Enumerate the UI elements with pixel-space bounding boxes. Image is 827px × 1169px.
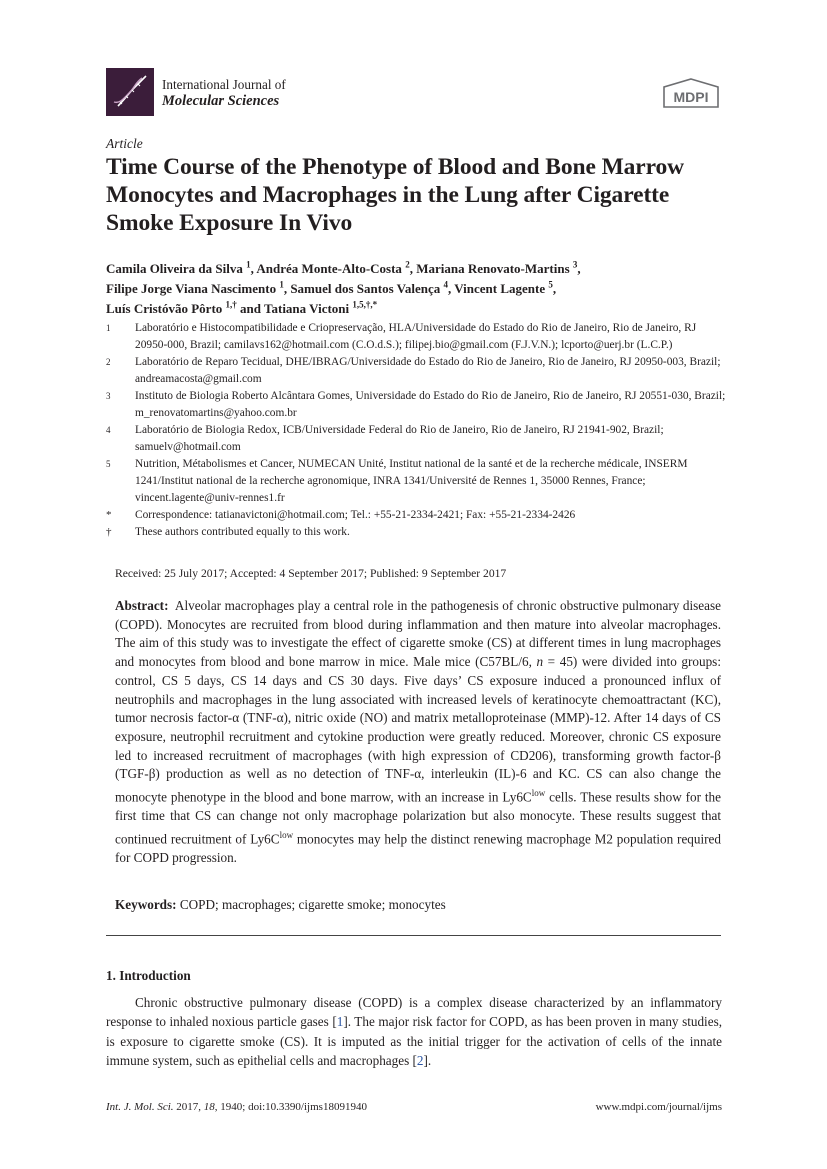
affiliation-item bbox=[106, 388, 726, 422]
abstract-sup-low-1: low bbox=[531, 788, 546, 799]
affiliation-item bbox=[106, 354, 726, 388]
author-name: Samuel dos Santos Valença bbox=[290, 281, 441, 296]
author-affiliation-mark: 1,5,†,* bbox=[352, 299, 378, 310]
journal-logo bbox=[106, 68, 154, 116]
abstract-sup-low-2: low bbox=[279, 829, 294, 840]
affiliation-number: † bbox=[106, 526, 112, 538]
abstract-text-1: Alveolar macrophages play a central role in the pathogenesis of chronic obstructive pulmonary disease (COPD). Monocytes are recruited from blood during inflammation and then mature into alveolar macrophages. The aim of this study was to investigate the effect of cigarette smoke (CS) at different times in lung macrophages and monocytes from blood and bone marrow in mice. Male mice (C57BL/6, bbox=[115, 598, 721, 670]
abstract-n-symbol: n bbox=[536, 654, 544, 670]
author-name: Tatiana Victoni bbox=[264, 301, 350, 316]
author-separator: , bbox=[577, 261, 581, 276]
affiliation-text: These authors contributed equally to this work. bbox=[135, 526, 350, 538]
affiliation-text: Laboratório de Reparo Tecidual, DHE/IBRAG/Universidade do Estado do Rio de Janeiro, Rio de Janeiro, RJ 20950-003, Brazil; andreamacosta@gmail.com bbox=[135, 356, 721, 385]
affiliation-number: 1 bbox=[106, 323, 111, 333]
affiliation-number: 5 bbox=[106, 459, 111, 469]
author-separator: , bbox=[552, 281, 557, 296]
author-affiliation-mark: 4 bbox=[443, 279, 448, 290]
intro-text-2: ]. The major risk factor for COPD, as has been proven in many studies, is exposure to cigarette smoke (CS). It is imputed as the initial trigger for the activation of cells of the innate immune system, such as epithelial cells and macrophages [ bbox=[106, 1014, 722, 1068]
keywords bbox=[115, 897, 721, 913]
author-separator: , bbox=[283, 281, 291, 296]
affiliation-item bbox=[106, 320, 726, 354]
affiliation-text: Instituto de Biologia Roberto Alcântara Gomes, Universidade do Estado do Rio de Janeiro, Rio de Janeiro, RJ 20551-030, Brazil; m_renovatomartins@yahoo.com.br bbox=[135, 390, 726, 419]
author-name: Andréa Monte-Alto-Costa bbox=[256, 261, 402, 276]
affiliation-item bbox=[106, 507, 726, 524]
footer-journal-url[interactable]: www.mdpi.com/journal/ijms bbox=[595, 1101, 722, 1113]
affiliation-number: 2 bbox=[106, 357, 111, 367]
footer-year: 2017, bbox=[173, 1101, 204, 1113]
dna-helix-icon bbox=[106, 68, 154, 116]
publication-dates: Received: 25 July 2017; Accepted: 4 September 2017; Published: 9 September 2017 bbox=[115, 567, 507, 580]
affiliation-item bbox=[106, 524, 726, 541]
abstract-text-2: = 45) were divided into groups: control, CS 5 days, CS 14 days and CS 30 days. Five days’ CS exposure induced a pronounced influx of neutrophils and macrophages in the lung associated with increased levels of keratinocyte chemoattractant (KC), tumor necrosis factor-α (TNF-α), nitric oxide (NO) and matrix metalloproteinase (MMP)-12. After 14 days of CS exposure, neutrophil recruitment and cytokine production were greatly reduced. Moreover, chronic CS exposure led to increased recruitment of macrophages (with high expression of CD206), transforming growth factor-β (TGF-β) production as well as no detection of TNF-α, interleukin (IL)-6 and KC. CS can also change the monocyte phenotype in the blood and bone marrow, with an increase in Ly6C bbox=[115, 654, 721, 805]
paper-title: Time Course of the Phenotype of Blood and Bone Marrow Monocytes and Macrophages in the Lung after Cigarette Smoke Exposure In Vivo bbox=[106, 154, 685, 236]
keywords-label: Keywords: bbox=[115, 897, 177, 912]
affiliation-text: Nutrition, Métabolismes et Cancer, NUMECAN Unité, Institut national de la santé et de la recherche médicale, INSERM 1241/Institut national de la recherche agronomique, INRA 1341/Université de Rennes 1, 35000 Rennes, France; vincent.lagente@univ-rennes1.fr bbox=[135, 458, 688, 504]
affiliation-text: Laboratório de Biologia Redox, ICB/Universidade Federal do Rio de Janeiro, Rio de Janeiro, RJ 21941-902, Brazil; samuelv@hotmail.com bbox=[135, 424, 664, 453]
publisher-logo-text: MDPI bbox=[673, 89, 709, 105]
author-affiliation-mark: 1,† bbox=[225, 299, 237, 310]
footer-citation bbox=[106, 1101, 367, 1113]
author-name: Camila Oliveira da Silva bbox=[106, 261, 243, 276]
citation-link-1[interactable]: 1 bbox=[336, 1014, 344, 1030]
author-separator: , bbox=[447, 281, 455, 296]
intro-text-3: ]. bbox=[423, 1052, 432, 1068]
author-affiliation-mark: 2 bbox=[405, 259, 410, 270]
affiliation-number: 3 bbox=[106, 391, 111, 401]
footer-doi: , 1940; doi:10.3390/ijms18091940 bbox=[214, 1101, 367, 1113]
affiliation-item bbox=[106, 422, 726, 456]
footer-volume: 18 bbox=[203, 1101, 215, 1113]
author-separator: , bbox=[250, 261, 257, 276]
citation-link-2[interactable]: 2 bbox=[416, 1052, 424, 1068]
affiliation-text: Correspondence: tatianavictoni@hotmail.com; Tel.: +55-21-2334-2421; Fax: +55-21-2334-2426 bbox=[135, 509, 576, 521]
author-name: Mariana Renovato-Martins bbox=[416, 261, 570, 276]
keywords-text: COPD; macrophages; cigarette smoke; monocytes bbox=[179, 897, 446, 912]
author-affiliation-mark: 1 bbox=[279, 279, 284, 290]
abstract bbox=[115, 597, 721, 868]
author-name: Vincent Lagente bbox=[454, 281, 546, 296]
abstract-text-4: monocytes may help the distinct renewing macrophage M2 population required for COPD progression. bbox=[115, 831, 721, 865]
author-affiliation-mark: 1 bbox=[246, 259, 251, 270]
journal-name-line1: International Journal of bbox=[162, 77, 286, 92]
affiliation-text: Laboratório e Histocompatibilidade e Criopreservação, HLA/Universidade do Estado do Rio de Janeiro, Rio de Janeiro, RJ 20950-000, Brazil; camilavs162@hotmail.com (C.O.d.S.); filipej.bio@gmail.com (F.J.V.N.); lcporto@uerj.br (L.C.P.) bbox=[135, 322, 697, 351]
publisher-logo bbox=[662, 78, 720, 110]
author-separator: , bbox=[409, 261, 417, 276]
author-name: Filipe Jorge Viana Nascimento bbox=[106, 281, 277, 296]
affiliation-item bbox=[106, 456, 726, 507]
affiliation-number: * bbox=[106, 509, 112, 521]
footer-journal-abbr: Int. J. Mol. Sci. bbox=[106, 1101, 174, 1113]
affiliation-number: 4 bbox=[106, 425, 111, 435]
author-affiliation-mark: 5 bbox=[548, 279, 553, 290]
mdpi-logo-icon bbox=[662, 78, 720, 110]
section-divider bbox=[106, 935, 721, 936]
author-name: Luís Cristóvão Pôrto bbox=[106, 301, 223, 316]
author-list bbox=[106, 259, 726, 319]
journal-name-line2: Molecular Sciences bbox=[162, 93, 280, 109]
abstract-text-3: cells. These results show for the first time that CS can change not only macrophage polarization but also monocyte. These results suggest that continued recruitment of Ly6C bbox=[115, 789, 721, 847]
introduction-paragraph bbox=[106, 993, 722, 1070]
section-heading-introduction: 1. Introduction bbox=[106, 968, 191, 983]
author-separator: and bbox=[236, 301, 265, 316]
intro-text-1: Chronic obstructive pulmonary disease (COPD) is a complex disease characterized by an inflammatory response to inhaled noxious particle gases [ bbox=[106, 995, 722, 1030]
abstract-label: Abstract: bbox=[115, 598, 169, 613]
author-affiliation-mark: 3 bbox=[572, 259, 578, 270]
affiliations bbox=[106, 320, 726, 541]
article-type: Article bbox=[106, 136, 143, 151]
journal-name bbox=[162, 77, 286, 109]
